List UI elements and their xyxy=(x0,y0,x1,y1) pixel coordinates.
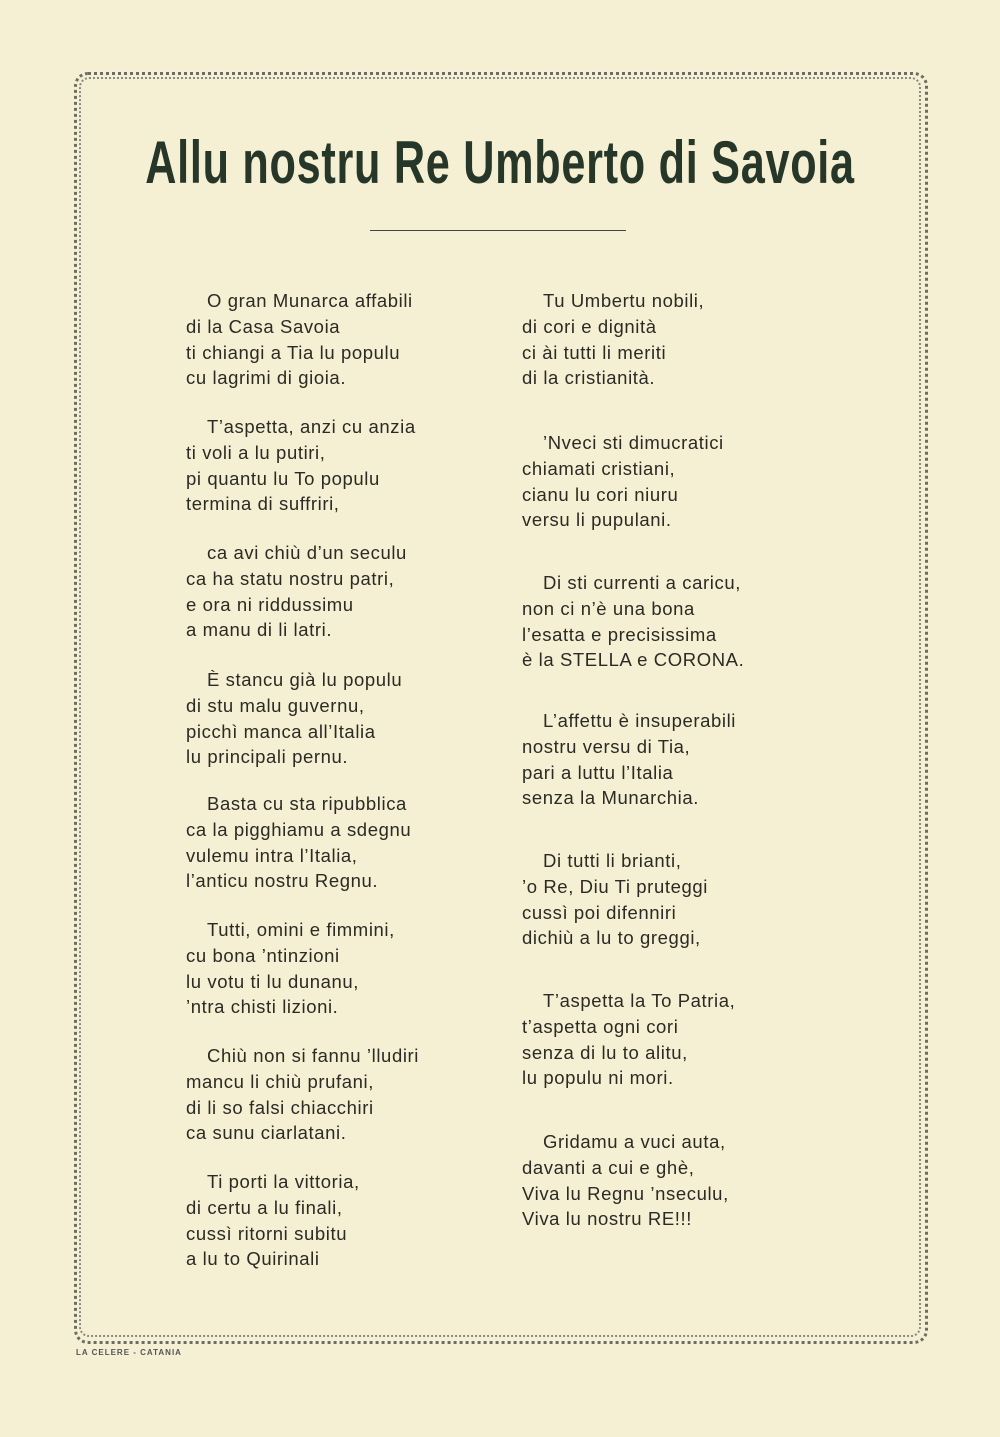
verse-line: è la STELLA e CORONA. xyxy=(522,649,745,671)
stanza xyxy=(186,288,413,391)
verse-line: Tutti, omini e fimmini, xyxy=(207,919,395,940)
verse-line: t’aspetta ogni cori xyxy=(522,1015,679,1037)
verse-line: pari a luttu l’Italia xyxy=(522,761,674,783)
verse-line: ca la pigghiamu a sdegnu xyxy=(186,818,412,840)
verse-line: Di tutti li brianti, xyxy=(543,850,682,871)
verse-line: Basta cu sta ripubblica xyxy=(207,793,407,814)
verse-line: senza di lu to alitu, xyxy=(522,1041,688,1063)
verse-line: ca avi chiù d’un seculu xyxy=(207,542,407,563)
stanza xyxy=(186,1043,419,1146)
verse-line: T’aspetta la To Patria, xyxy=(543,990,736,1011)
verse-line: Di sti currenti a caricu, xyxy=(543,572,741,593)
printer-imprint: LA CELERE - CATANIA xyxy=(76,1348,182,1357)
verse-line: di la cristianità. xyxy=(522,367,656,389)
verse-line: lu principali pernu. xyxy=(186,746,349,768)
verse-line: cu bona ’ntinzioni xyxy=(186,944,340,966)
verse-line: lu votu ti lu dunanu, xyxy=(186,970,360,992)
stanza xyxy=(522,848,708,951)
verse-line: Chiù non si fannu ’lludiri xyxy=(207,1045,420,1066)
poem-title: Allu nostru Re Umberto di Savoia xyxy=(145,129,855,196)
verse-line: O gran Munarca affabili xyxy=(207,290,413,311)
verse-line: Tu Umbertu nobili, xyxy=(543,290,705,311)
verse-line: ca sunu ciarlatani. xyxy=(186,1122,347,1144)
stanza xyxy=(522,288,704,391)
verse-line: a lu to Quirinali xyxy=(186,1248,320,1270)
stanza xyxy=(186,917,395,1020)
verse-line: T’aspetta, anzi cu anzia xyxy=(207,416,416,437)
verse-line: termina di suffriri, xyxy=(186,493,340,515)
verse-line: ’o Re, Diu Ti pruteggi xyxy=(522,875,708,897)
verse-line: ti voli a lu putiri, xyxy=(186,441,326,463)
verse-line: non ci n’è una bona xyxy=(522,597,695,619)
verse-line: ’ntra chisti lizioni. xyxy=(186,996,339,1018)
stanza xyxy=(522,430,724,533)
verse-line: Viva lu nostru RE!!! xyxy=(522,1208,693,1230)
verse-line: davanti a cui e ghè, xyxy=(522,1156,695,1178)
verse-line: cianu lu cori niuru xyxy=(522,483,679,505)
verse-line: cu lagrimi di gioia. xyxy=(186,367,347,389)
stanza xyxy=(522,1129,729,1232)
verse-line: È stancu già lu populu xyxy=(207,669,403,690)
stanza xyxy=(186,1169,360,1272)
verse-line: l’anticu nostru Regnu. xyxy=(186,870,379,892)
verse-line: ti chiangi a Tia lu populu xyxy=(186,341,401,363)
verse-line: cussì poi difenniri xyxy=(522,901,677,923)
title-divider xyxy=(370,230,626,231)
verse-line: ca ha statu nostru patri, xyxy=(186,567,395,589)
verse-line: di certu a lu finali, xyxy=(186,1196,343,1218)
verse-line: di li so falsi chiacchiri xyxy=(186,1096,374,1118)
verse-line: senza la Munarchia. xyxy=(522,787,699,809)
verse-line: ’Nveci sti dimucratici xyxy=(543,432,724,453)
stanza xyxy=(186,791,411,894)
verse-line: Viva lu Regnu ’nseculu, xyxy=(522,1182,729,1204)
verse-line: vulemu intra l’Italia, xyxy=(186,844,358,866)
verse-line: picchì manca all’Italia xyxy=(186,720,376,742)
verse-line: pi quantu lu To populu xyxy=(186,467,380,489)
verse-line: dichiù a lu to greggi, xyxy=(522,927,701,949)
verse-line: e ora ni riddussimu xyxy=(186,593,354,615)
stanza xyxy=(522,988,735,1091)
verse-line: Gridamu a vuci auta, xyxy=(543,1131,726,1152)
verse-line: l’esatta e precisissima xyxy=(522,623,717,645)
verse-line: lu populu ni mori. xyxy=(522,1067,674,1089)
verse-line: di cori e dignità xyxy=(522,315,657,337)
verse-line: a manu di li latri. xyxy=(186,619,333,641)
stanza xyxy=(186,540,407,643)
verse-line: nostru versu di Tia, xyxy=(522,735,691,757)
stanza xyxy=(186,414,416,517)
verse-line: Ti porti la vittoria, xyxy=(207,1171,360,1192)
verse-line: di stu malu guvernu, xyxy=(186,694,365,716)
stanza xyxy=(522,708,736,811)
verse-line: chiamati cristiani, xyxy=(522,457,676,479)
stanza xyxy=(522,570,744,673)
verse-line: di la Casa Savoia xyxy=(186,315,341,337)
verse-line: ci ài tutti li meriti xyxy=(522,341,667,363)
verse-line: versu li pupulani. xyxy=(522,509,672,531)
verse-line: mancu li chiù prufani, xyxy=(186,1070,375,1092)
stanza xyxy=(186,667,402,770)
verse-line: cussì ritorni subitu xyxy=(186,1222,348,1244)
verse-line: L’affettu è insuperabili xyxy=(543,710,737,731)
